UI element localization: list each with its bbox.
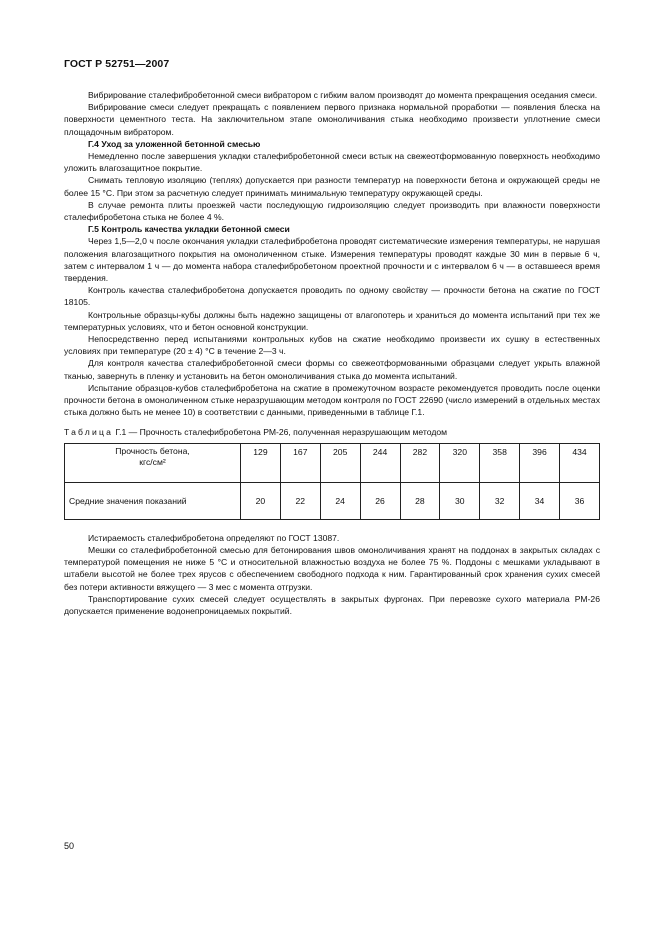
table-cell: 26 [360, 482, 400, 519]
page-number: 50 [64, 841, 75, 851]
paragraph: Для контроля качества сталефибробетонной смеси формы со свежеотформованными образцами следует укрыть влажной тканью, завернуть в пленку и установить на бетон омоноличивания стыка до момента испытаний. [64, 358, 600, 381]
strength-table [64, 443, 600, 520]
paragraph: Мешки со сталефибробетонной смесью для бетонирования швов омоноличивания хранят на поддонах в закрытых складах с температурой помещения не ниже 5 °С и относительной влажностью воздуха не более 75 %. Поддоны с мешками укладывают в штабели высотой не более трех ярусов с обеспечением свободного подхода к ним. Гарантированный срок хранения сухих смесей без потери активности вяжущего — 3 мес с момента отгрузки. [64, 544, 600, 592]
table-cell: 28 [400, 482, 440, 519]
table-cell: 434 [560, 443, 600, 482]
row-header-strength [65, 443, 241, 482]
table-cell: 244 [360, 443, 400, 482]
table-cell: 282 [400, 443, 440, 482]
table-caption-lead: Таблица [64, 427, 114, 438]
section-heading-g5: Г.5 Контроль качества укладки бетонной смеси [88, 224, 290, 235]
table-caption [64, 426, 600, 438]
table-row [65, 443, 600, 482]
row-header-unit: кгс/см² [139, 456, 166, 467]
table-cell: 24 [320, 482, 360, 519]
table-cell: 396 [520, 443, 560, 482]
table-caption-text: Г.1 — Прочность сталефибробетона РМ-26, полученная неразрушающим методом [113, 427, 448, 438]
table-cell: 36 [560, 482, 600, 519]
table-cell: 22 [280, 482, 320, 519]
paragraph: Снимать тепловую изоляцию (теплях) допускается при разности температур на поверхности бетона и окружающей среды не более 15 °С. При этом за расчетную следует принимать минимальную температуру окружающей среды. [64, 175, 600, 198]
table-cell: 34 [520, 482, 560, 519]
table-cell: 32 [480, 482, 520, 519]
paragraph: Контроль качества сталефибробетона допускается проводить по одному свойству — прочности бетона на сжатие по ГОСТ 18105. [64, 285, 600, 308]
table-cell: 129 [241, 443, 281, 482]
row-header-line: Прочность бетона, [115, 445, 190, 456]
table-cell: 30 [440, 482, 480, 519]
closing-section [64, 532, 600, 617]
table-row [65, 482, 600, 519]
paragraph: Через 1,5—2,0 ч после окончания укладки сталефибробетона проводят систематические измерения температуры, не нарушая положения влагозащитного покрытия на омоноличенном стыке. Измерения температуры проводят каждые 30 мин в первые 6 ч, затем с интервалом 1 ч — до момента набора сталефибробетоном проектной прочности и с интервалом 6 ч — в оставшееся время твердения. [64, 236, 600, 284]
document-header: ГОСТ Р 52751—2007 [64, 58, 170, 70]
paragraph: Вибрирование сталефибробетонной смеси вибратором с гибким валом производят до момента прекращения оседания смеси. [88, 90, 598, 100]
table-cell: 167 [280, 443, 320, 482]
paragraph: Испытание образцов-кубов сталефибробетона на сжатие в промежуточном возрасте рекомендуется проводить после оценки прочности бетона в омоноличенном стыке неразрушающим методом контроля по ГОСТ 22690 (число измерений в отдельных местах стыка должно быть не менее 10) в соответствии с данными, приведенными в таблице Г.1. [64, 382, 600, 418]
table-cell: 358 [480, 443, 520, 482]
paragraph: Контрольные образцы-кубы должны быть надежно защищены от влагопотерь и храниться до момента испытаний при тех же температурных условиях, что и бетон основной конструкции. [64, 309, 600, 332]
table-cell: 320 [440, 443, 480, 482]
table-cell: 20 [241, 482, 281, 519]
page-body [64, 89, 600, 617]
paragraph: Непосредственно перед испытаниями контрольных кубов на сжатие необходимо произвести их сушку в естественных условиях при температуре (20 ± 4) °С в течение 2—3 ч. [64, 334, 600, 357]
paragraph: В случае ремонта плиты проезжей части последующую гидроизоляцию следует производить при влажности поверхности сталефибробетона стыка не более 4 %. [64, 199, 600, 223]
row-header-readings: Средние значения показаний [65, 482, 241, 519]
table-cell: 205 [320, 443, 360, 482]
paragraph: Немедленно после завершения укладки сталефибробетонной смеси встык на свежеотформованную поверхность необходимо уложить влагозащитное покрытие. [64, 151, 600, 174]
paragraph: Вибрирование смеси следует прекращать с появлением первого признака нормальной проработки — появления блеска на поверхности цементного теста. На заключительном этапе омоноличивания стыка необходимо произвести уплотнение смеси площадочным вибратором. [64, 102, 600, 137]
paragraph: Транспортирование сухих смесей следует осуществлять в закрытых фургонах. При перевозке сухого материала РМ-26 допускается применение водонепроницаемых покрытий. [64, 593, 600, 616]
section-heading-g4: Г.4 Уход за уложенной бетонной смесью [88, 138, 261, 149]
paragraph: Истираемость сталефибробетона определяют по ГОСТ 13087. [88, 532, 340, 543]
